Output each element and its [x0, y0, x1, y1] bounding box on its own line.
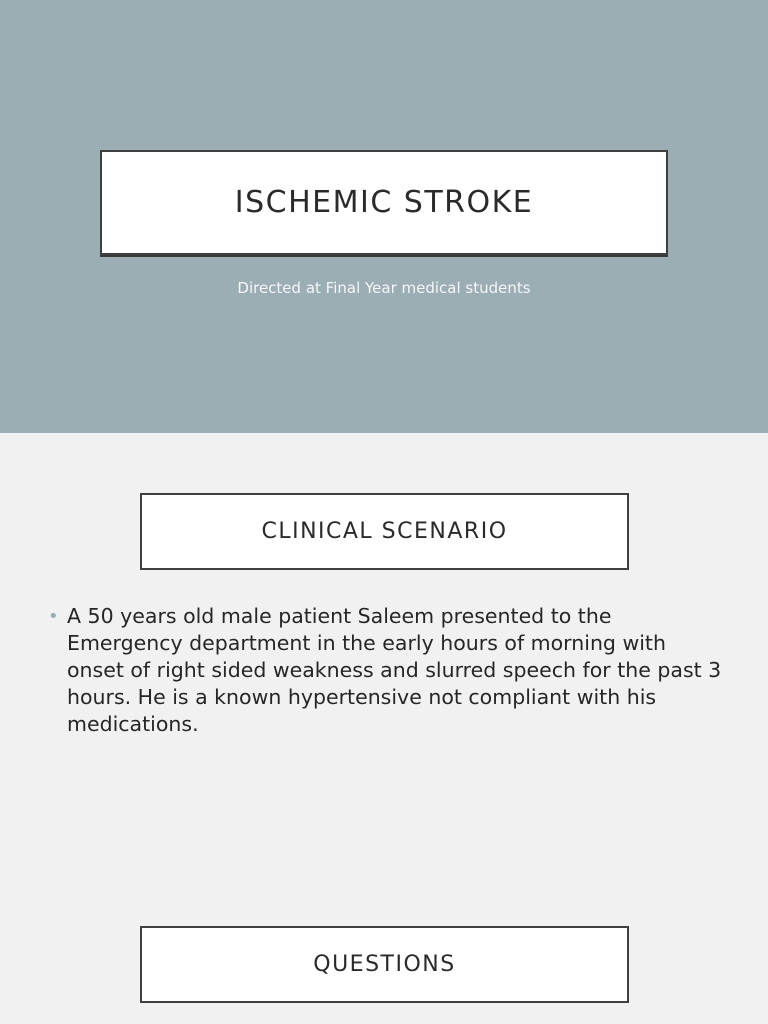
questions-heading: QUESTIONS — [313, 952, 456, 977]
list-item — [48, 603, 728, 738]
scenario-text: A 50 years old male patient Saleem presented to the Emergency department in the early hours of morning with onset of right sided weakness and slurred speech for the past 3 hours. He is a known hypertensive not compliant with his medications. — [67, 604, 722, 736]
clinical-scenario-heading: CLINICAL SCENARIO — [261, 519, 508, 544]
questions-heading-box — [140, 926, 629, 1003]
title-box — [100, 150, 668, 255]
title-slide — [0, 0, 768, 433]
scenario-bullet-list — [48, 603, 728, 738]
slide-subtitle: Directed at Final Year medical students — [237, 279, 531, 297]
slide-title: ISCHEMIC STROKE — [234, 185, 534, 220]
clinical-scenario-heading-box — [140, 493, 629, 570]
bullet-icon: • — [48, 606, 59, 627]
